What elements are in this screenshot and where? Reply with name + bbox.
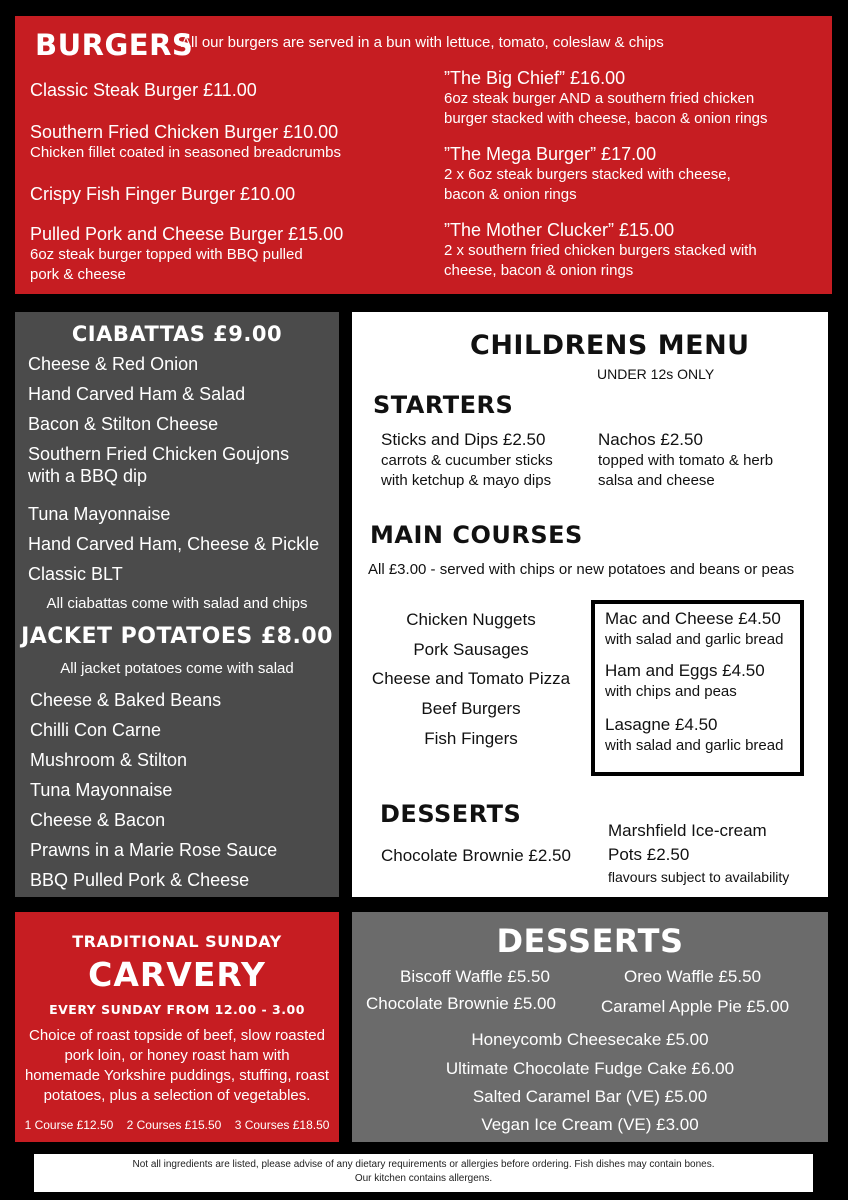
desserts-section [352, 912, 828, 1142]
list-item: Chocolate Brownie £5.00 [366, 994, 556, 1013]
list-item: Ham and Eggs £4.50 with chips and peas [605, 661, 765, 700]
list-item: Mac and Cheese £4.50 with salad and garlic bread [605, 609, 784, 648]
ciabattas-note: All ciabattas come with salad and chips [46, 595, 308, 612]
list-item: Beef Burgers [421, 699, 521, 718]
burgers-subtitle: All our burgers are served in a bun with lettuce, tomato, coleslaw & chips [181, 34, 664, 51]
burger-item: Southern Fried Chicken Burger £10.00 Chicken fillet coated in seasoned breadcrumbs [30, 122, 342, 161]
list-item: Chicken Nuggets [406, 610, 536, 629]
burger-item: Crispy Fish Finger Burger £10.00 [30, 184, 296, 204]
childrens-menu-title: CHILDRENS MENU [470, 330, 750, 361]
list-item: Cheese & Bacon [30, 810, 166, 830]
desserts-title: DESSERTS [496, 922, 684, 960]
list-item: Caramel Apple Pie £5.00 [601, 997, 790, 1016]
specials-box [591, 600, 804, 776]
burgers-title: BURGERS [35, 28, 194, 62]
list-item: Honeycomb Cheesecake £5.00 [471, 1030, 709, 1049]
starters-title: STARTERS [373, 391, 514, 419]
list-item: Cheese & Red Onion [28, 354, 199, 374]
burger-item: ”The Mother Clucker” £15.00 2 x southern fried chicken burgers stacked with cheese, bacon & onion rings [444, 220, 757, 279]
carvery-prices: 1 Course £12.50 2 Courses £15.50 3 Courses £18.50 [24, 1118, 330, 1132]
main-courses-note: All £3.00 - served with chips or new potatoes and beans or peas [368, 561, 795, 578]
list-item: Cheese & Baked Beans [30, 690, 222, 710]
burger-item: Pulled Pork and Cheese Burger £15.00 6oz steak burger topped with BBQ pulled pork & cheese [30, 224, 344, 283]
main-courses-title: MAIN COURSES [370, 521, 583, 549]
list-item: Chilli Con Carne [30, 720, 162, 740]
list-item: Biscoff Waffle £5.50 [400, 967, 550, 986]
list-item: Nachos £2.50 topped with tomato & herb salsa and cheese [598, 430, 774, 489]
list-item: BBQ Pulled Pork & Cheese [30, 870, 250, 890]
list-item: Chocolate Brownie £2.50 [381, 846, 571, 865]
list-item: Sticks and Dips £2.50 carrots & cucumber sticks with ketchup & mayo dips [381, 430, 553, 489]
list-item: Pork Sausages [413, 640, 529, 659]
list-item: Classic BLT [28, 564, 123, 584]
list-item: Marshfield Ice-cream Pots £2.50 flavours subject to availability [608, 821, 790, 885]
list-item: Southern Fried Chicken Goujons [28, 444, 290, 464]
list-item: Mushroom & Stilton [30, 750, 188, 770]
list-item: Vegan Ice Cream (VE) £3.00 [481, 1115, 699, 1134]
jackets-title: JACKET POTATOES £8.00 [21, 624, 333, 649]
list-item: Bacon & Stilton Cheese [28, 414, 219, 434]
carvery-time: EVERY SUNDAY FROM 12.00 - 3.00 [49, 1002, 305, 1017]
carvery-description: Choice of roast topside of beef, slow roasted pork loin, or honey roast ham with homemade Yorkshire puddings, stuffing, roast potatoes, plus a selection of vegetables. [24, 1027, 330, 1104]
list-item: Fish Fingers [424, 729, 518, 748]
footer-line1: Not all ingredients are listed, please advise of any dietary requirements or allergies before ordering. Fish dishes may contain bones. [132, 1159, 715, 1170]
list-item: Hand Carved Ham, Cheese & Pickle [28, 534, 320, 554]
list-item: Hand Carved Ham & Salad [28, 384, 246, 404]
burger-item: Classic Steak Burger £11.00 [30, 80, 257, 100]
burger-item: ”The Big Chief” £16.00 6oz steak burger AND a southern fried chicken burger stacked with cheese, bacon & onion rings [444, 68, 768, 127]
childrens-menu-section [352, 312, 828, 897]
allergen-footer [34, 1154, 813, 1192]
burger-item: ”The Mega Burger” £17.00 2 x 6oz steak burgers stacked with cheese, bacon & onion rings [444, 144, 731, 203]
carvery-title: CARVERY [88, 955, 266, 994]
carvery-line1: TRADITIONAL SUNDAY [72, 932, 282, 951]
list-item: Tuna Mayonnaise [30, 780, 173, 800]
list-item: Cheese and Tomato Pizza [371, 669, 571, 688]
list-item: Prawns in a Marie Rose Sauce [30, 840, 278, 860]
jackets-note: All jacket potatoes come with salad [60, 660, 294, 677]
list-item: Ultimate Chocolate Fudge Cake £6.00 [445, 1059, 735, 1078]
kids-desserts-title: DESSERTS [380, 800, 522, 828]
ciabattas-title: CIABATTAS £9.00 [71, 322, 283, 346]
list-item: Oreo Waffle £5.50 [624, 967, 762, 986]
burgers-section [15, 16, 832, 294]
ciabattas-section [15, 312, 339, 897]
list-item: Salted Caramel Bar (VE) £5.00 [472, 1087, 708, 1106]
list-item: Lasagne £4.50 with salad and garlic bread [605, 715, 784, 754]
childrens-menu-subtitle: UNDER 12s ONLY [597, 366, 715, 382]
carvery-section [15, 912, 339, 1142]
list-item: Tuna Mayonnaise [28, 504, 171, 524]
list-item: with a BBQ dip [28, 466, 148, 486]
footer-line2: Our kitchen contains allergens. [354, 1173, 493, 1184]
